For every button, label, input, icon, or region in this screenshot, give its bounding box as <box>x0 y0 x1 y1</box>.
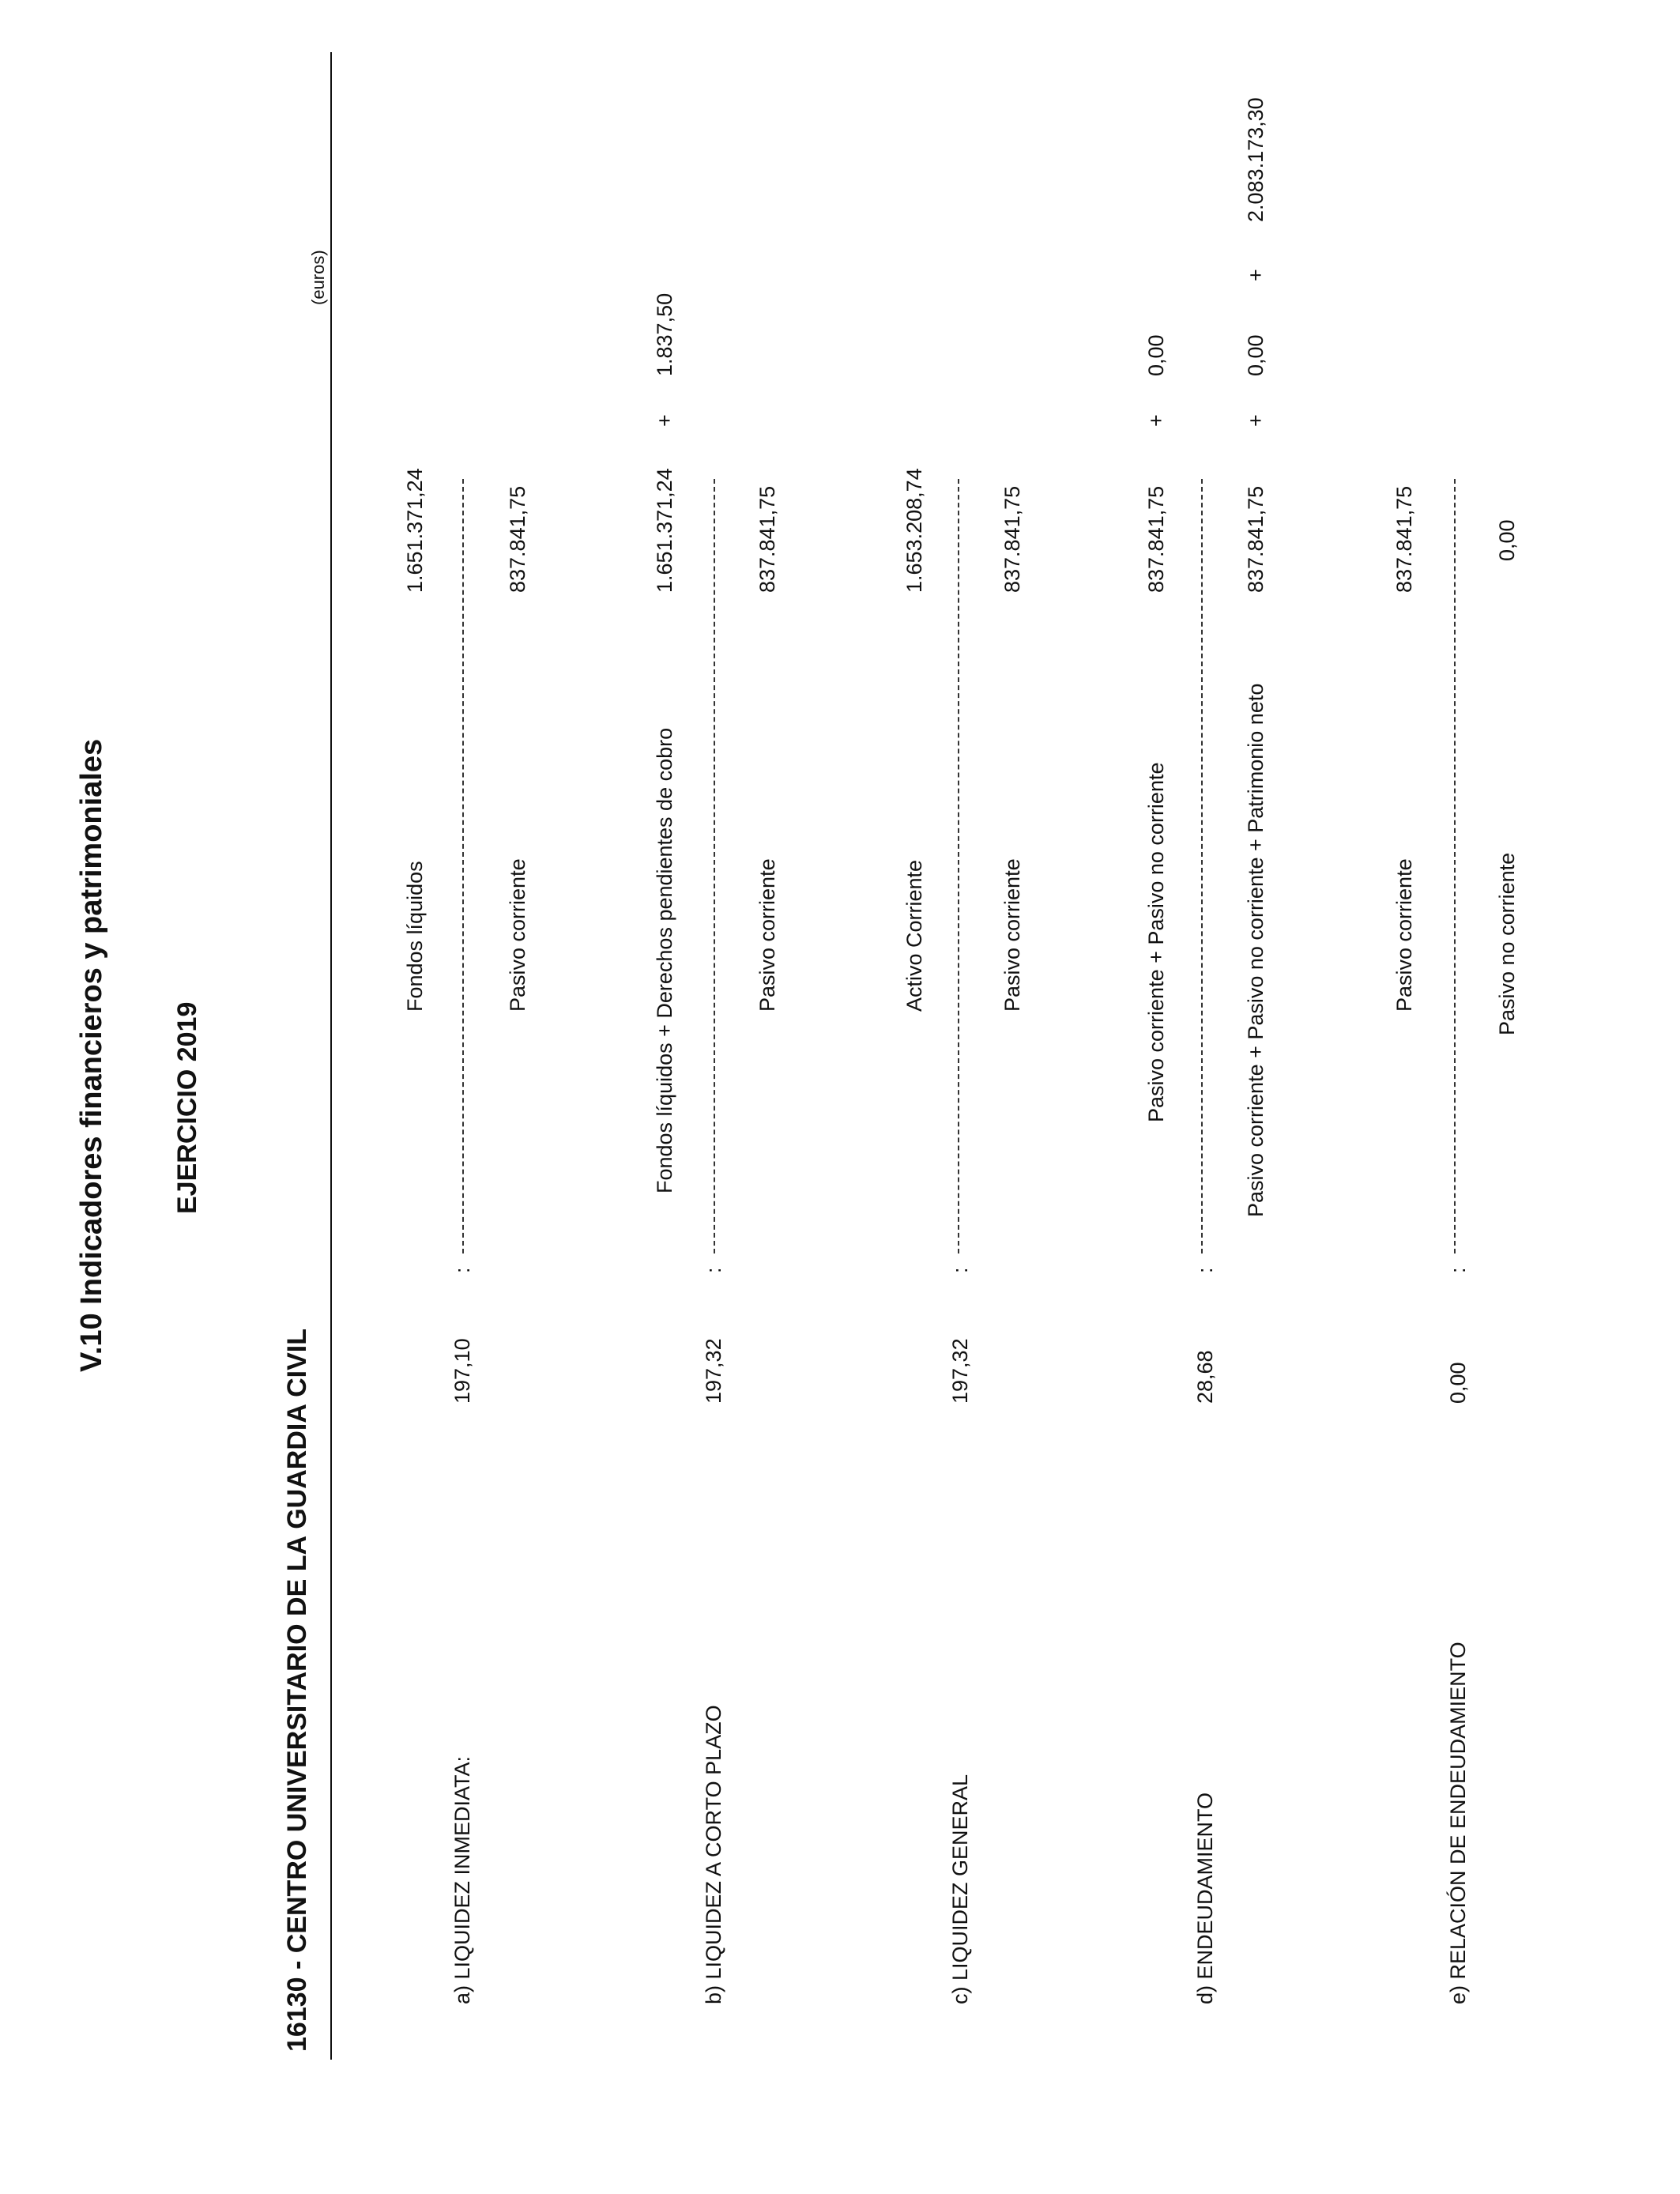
currency-unit: (euros) <box>308 250 328 305</box>
indicator-result: 0,00 <box>1446 1362 1470 1404</box>
indicator-label: b) LIQUIDEZ A CORTO PLAZO <box>702 1705 725 2004</box>
indicator-label: d) ENDEUDAMIENTO <box>1193 1792 1217 2004</box>
plus-operator: + <box>1244 414 1268 427</box>
numerator-value: 1.837,50 <box>653 292 676 376</box>
header-rule <box>330 52 332 2060</box>
fraction-line <box>714 479 715 1253</box>
fraction-line <box>462 479 464 1253</box>
ratio-separator: : <box>450 1267 474 1273</box>
numerator-formula: Pasivo corriente <box>1392 858 1416 1012</box>
denominator-value: 0,00 <box>1495 519 1519 561</box>
numerator-formula: Activo Corriente <box>902 859 926 1012</box>
indicator-result: 28,68 <box>1193 1350 1217 1404</box>
plus-operator: + <box>1244 269 1268 281</box>
numerator-value: 837.841,75 <box>1392 485 1416 593</box>
fraction-line <box>1454 479 1456 1253</box>
denominator-formula: Pasivo no corriente <box>1495 852 1519 1035</box>
ratio-separator: : <box>1446 1267 1470 1273</box>
report-subtitle: EJERCICIO 2019 <box>172 1001 202 1214</box>
denominator-value: 2.083.173,30 <box>1244 97 1268 222</box>
plus-operator: + <box>653 414 676 427</box>
indicator-label: a) LIQUIDEZ INMEDIATA: <box>450 1755 474 2004</box>
numerator-formula: Fondos líquidos + Derechos pendientes de cobro <box>653 727 676 1193</box>
indicator-result: 197,10 <box>450 1338 474 1404</box>
numerator-formula: Fondos líquidos <box>403 861 427 1012</box>
denominator-formula: Pasivo corriente <box>755 858 779 1012</box>
ratio-separator: : <box>1193 1267 1217 1273</box>
denominator-formula: Pasivo corriente + Pasivo no corriente + Patrimonio neto <box>1244 683 1268 1217</box>
denominator-value: 837.841,75 <box>755 485 779 593</box>
denominator-value: 837.841,75 <box>1000 485 1024 593</box>
ratio-separator: : <box>702 1267 725 1273</box>
indicator-result: 197,32 <box>948 1338 972 1404</box>
plus-operator: + <box>1144 414 1168 427</box>
denominator-formula: Pasivo corriente <box>506 858 529 1012</box>
report-title: V.10 Indicadores financieros y patrimoniales <box>75 738 108 1372</box>
fraction-line <box>1201 479 1203 1253</box>
numerator-value: 1.653.208,74 <box>902 468 926 593</box>
numerator-value: 1.651.371,24 <box>653 468 676 593</box>
numerator-value: 0,00 <box>1144 334 1168 376</box>
numerator-value: 837.841,75 <box>1144 485 1168 593</box>
indicator-label: c) LIQUIDEZ GENERAL <box>948 1774 972 2004</box>
denominator-value: 837.841,75 <box>1244 485 1268 593</box>
ratio-separator: : <box>948 1267 972 1273</box>
indicator-result: 197,32 <box>702 1338 725 1404</box>
denominator-value: 837.841,75 <box>506 485 529 593</box>
denominator-formula: Pasivo corriente <box>1000 858 1024 1012</box>
numerator-formula: Pasivo corriente + Pasivo no corriente <box>1144 762 1168 1122</box>
fraction-line <box>958 479 959 1253</box>
numerator-value: 1.651.371,24 <box>403 468 427 593</box>
denominator-value: 0,00 <box>1244 334 1268 376</box>
indicator-label: e) RELACIÓN DE ENDEUDAMIENTO <box>1446 1642 1470 2004</box>
entity-heading: 16130 - CENTRO UNIVERSITARIO DE LA GUARDIA CIVIL <box>282 1329 312 2052</box>
